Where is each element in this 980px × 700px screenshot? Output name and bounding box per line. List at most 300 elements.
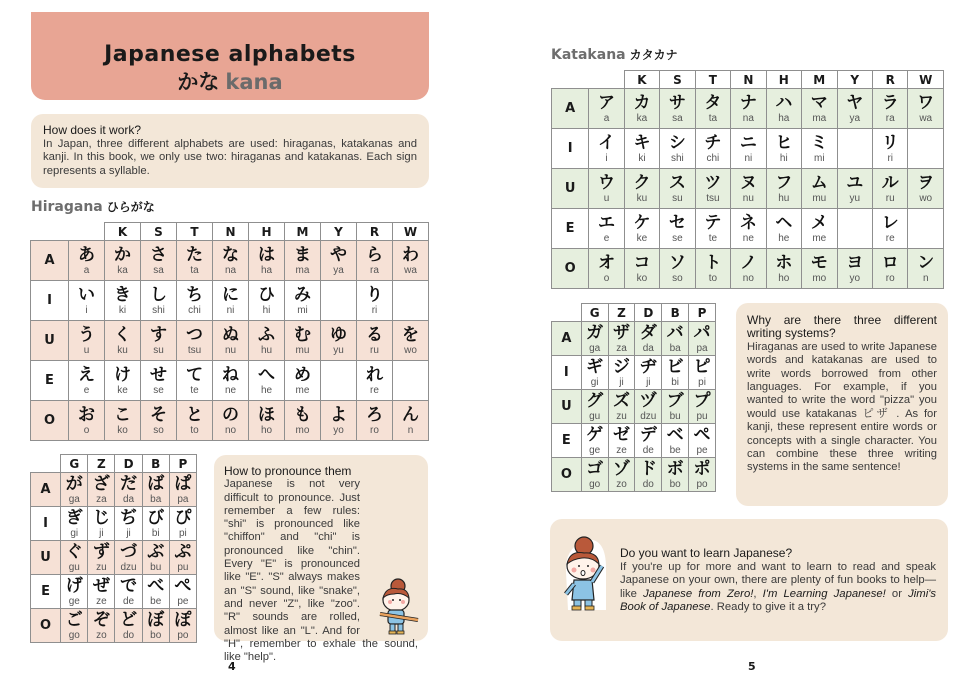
column-header: W: [908, 71, 944, 89]
kana-cell: [872, 249, 907, 289]
column-header: D: [635, 304, 662, 322]
table-row: [31, 575, 197, 609]
kana-glyph: た: [186, 245, 203, 265]
romaji-label: shi: [152, 305, 165, 316]
kana-glyph: ド: [639, 459, 657, 479]
kana-cell: [689, 424, 716, 458]
romaji-label: mi: [814, 153, 825, 164]
column-header: G: [581, 304, 608, 322]
column-header: M: [285, 223, 321, 241]
table-row: [552, 249, 944, 289]
romaji-label: me: [295, 385, 310, 396]
kana-glyph: ヲ: [917, 173, 935, 193]
kana-cell: [169, 609, 196, 643]
kana-cell: [608, 322, 635, 356]
row-header-vowel: U: [31, 541, 61, 575]
kana-cell: [766, 129, 801, 169]
romaji-label: hi: [779, 153, 788, 164]
kana-glyph: ポ: [693, 459, 711, 479]
romaji-label: do: [123, 630, 135, 641]
kana-glyph: カ: [633, 93, 651, 113]
romaji-label: be: [669, 445, 681, 456]
kana-glyph: ベ: [666, 425, 684, 445]
kana-glyph: み: [294, 285, 311, 305]
kana-cell: [731, 209, 766, 249]
kana-cell: [169, 507, 196, 541]
kana-glyph: ぽ: [174, 610, 192, 630]
romaji-label: su: [672, 193, 683, 204]
romaji-label: ka: [117, 265, 128, 276]
romaji-label: n: [922, 273, 929, 284]
row-header-vowel: E: [31, 575, 61, 609]
kana-glyph: べ: [147, 576, 165, 596]
kana-cell: [802, 89, 837, 129]
kana-glyph: ソ: [668, 253, 686, 273]
kana-glyph: ヌ: [739, 173, 757, 193]
romaji-label: za: [96, 494, 107, 505]
romaji-label: ki: [638, 153, 646, 164]
table-row: [31, 401, 429, 441]
kana-cell: [115, 473, 142, 507]
kana-glyph: に: [222, 285, 239, 305]
romaji-label: hi: [262, 305, 271, 316]
row-header-vowel: E: [552, 209, 589, 249]
kana-cell: [105, 401, 141, 441]
romaji-label: ji: [126, 528, 131, 539]
kana-glyph: よ: [330, 405, 347, 425]
page-number-left: 4: [228, 660, 236, 673]
column-header-row: [31, 455, 197, 473]
kana-glyph: ト: [704, 253, 722, 273]
kana-glyph: ロ: [881, 253, 899, 273]
kana-glyph: と: [186, 405, 203, 425]
romaji-label: ne: [224, 385, 237, 396]
kana-glyph: へ: [258, 365, 275, 385]
kana-glyph: ぶ: [147, 542, 165, 562]
kana-cell: [624, 129, 659, 169]
kana-glyph: い: [78, 285, 95, 305]
kana-glyph: も: [294, 405, 311, 425]
kana-glyph: び: [147, 508, 165, 528]
kana-glyph: は: [258, 245, 275, 265]
romaji-label: o: [603, 273, 610, 284]
kana-glyph: め: [294, 365, 311, 385]
romaji-label: wo: [919, 193, 933, 204]
kana-glyph: ゼ: [612, 425, 630, 445]
table-row: [552, 322, 716, 356]
kana-glyph: ア: [597, 93, 615, 113]
kana-glyph: え: [78, 365, 95, 385]
kana-glyph: ダ: [639, 323, 657, 343]
book-title-1: Japanese from Zero!: [643, 587, 754, 600]
kana-cell: [357, 401, 393, 441]
row-header-vowel: O: [31, 401, 69, 441]
kana-cell: [357, 321, 393, 361]
column-header: G: [61, 455, 88, 473]
kana-cell: [393, 241, 429, 281]
table-row: [31, 473, 197, 507]
why-three-body: Hiraganas are used to write Japanese words and katakanas are used to write words borrowed from other languages. For example, if you wanted to write the word "pizza" you would use katakanas ピザ . As for kanji, these represent entire words or concepts with a single character. You can combine these three writing systems in the same sentence!: [747, 340, 937, 474]
kana-cell: [608, 458, 635, 492]
kana-glyph: ヒ: [775, 133, 793, 153]
kana-cell: [69, 401, 105, 441]
romaji-label: ta: [190, 265, 199, 276]
romaji-label: e: [603, 233, 610, 244]
romaji-label: zu: [96, 562, 107, 573]
column-header: D: [115, 455, 142, 473]
romaji-label: i: [605, 153, 608, 164]
romaji-label: i: [85, 305, 88, 316]
romaji-label: yo: [333, 425, 344, 436]
why-three-box: [736, 303, 948, 506]
kana-cell: [285, 401, 321, 441]
kana-cell: [88, 575, 115, 609]
kana-cell: [802, 209, 837, 249]
romaji-label: na: [224, 265, 237, 276]
kana-glyph: ン: [917, 253, 935, 273]
katakana-table: [551, 70, 944, 289]
kana-glyph: ず: [92, 542, 110, 562]
column-header: Y: [321, 223, 357, 241]
girl-waving-illustration: [562, 532, 610, 614]
kana-cell: [908, 209, 944, 249]
kana-glyph: お: [78, 405, 95, 425]
romaji-label: gi: [590, 377, 599, 388]
romaji-label: ge: [68, 596, 80, 607]
romaji-label: yu: [333, 345, 344, 356]
kana-glyph: ギ: [586, 357, 604, 377]
row-header-vowel: A: [31, 473, 61, 507]
kana-glyph: ぴ: [174, 508, 192, 528]
hiragana-table: [30, 222, 429, 441]
kana-glyph: エ: [597, 213, 615, 233]
table-row: [552, 129, 944, 169]
kana-cell: [69, 241, 105, 281]
kana-glyph: ジ: [612, 357, 630, 377]
romaji-label: ji: [646, 377, 651, 388]
romaji-label: wo: [404, 345, 417, 356]
romaji-label: mo: [812, 273, 827, 284]
column-header: P: [689, 304, 716, 322]
romaji-label: mi: [297, 305, 308, 316]
column-header: S: [141, 223, 177, 241]
kana-glyph: ぼ: [147, 610, 165, 630]
intro-heading: How does it work?: [43, 123, 142, 137]
romaji-label: ki: [118, 305, 127, 316]
kana-glyph: ザ: [612, 323, 630, 343]
kana-cell: [142, 575, 169, 609]
romaji-label: o: [83, 425, 90, 436]
romaji-label: do: [642, 479, 654, 490]
corner-blank: [589, 71, 624, 89]
romaji-label: pa: [696, 343, 708, 354]
table-row: [552, 356, 716, 390]
subtitle-latin: kana: [225, 70, 283, 94]
kana-glyph: て: [186, 365, 203, 385]
pronounce-heading: How to pronounce them: [224, 464, 352, 478]
kana-cell: [213, 401, 249, 441]
kana-cell: [393, 321, 429, 361]
romaji-label: mo: [295, 425, 310, 436]
kana-cell: [635, 458, 662, 492]
romaji-label: ke: [636, 233, 648, 244]
kana-glyph: ぞ: [92, 610, 110, 630]
table-row: [552, 424, 716, 458]
row-header-vowel: A: [31, 241, 69, 281]
romaji-label: to: [708, 273, 718, 284]
kana-glyph: ミ: [810, 133, 828, 153]
kana-glyph: し: [150, 285, 167, 305]
kana-cell: [285, 281, 321, 321]
kana-glyph: テ: [704, 213, 722, 233]
romaji-label: yo: [849, 273, 861, 284]
pronounce-text: Japanese is not very difficult to pronounce. Just remember a few rules: "shi" is pronounced like "chiffon" and "chi" is pronounced like "chin". Every "E" is pronounced like "E". "S" always makes an "S" sound, like "snake", and never "Z", like "zoo". "R" sounds are rolled, almost like an "L". And for "H", remember to exhale the sound, like "help".: [224, 478, 418, 664]
romaji-label: zo: [616, 479, 627, 490]
kana-glyph: ほ: [258, 405, 275, 425]
romaji-label: mu: [295, 345, 310, 356]
column-header-row: [552, 304, 716, 322]
kana-cell: [105, 241, 141, 281]
kana-glyph: デ: [639, 425, 657, 445]
romaji-label: ke: [117, 385, 128, 396]
romaji-label: zo: [96, 630, 107, 641]
page-subtitle: [31, 66, 429, 96]
kana-cell: [393, 401, 429, 441]
romaji-label: se: [153, 385, 164, 396]
kana-glyph: ナ: [739, 93, 757, 113]
kana-cell: [581, 390, 608, 424]
row-header-vowel: E: [552, 424, 582, 458]
separator: ,: [753, 587, 763, 600]
row-header-vowel: E: [31, 361, 69, 401]
romaji-label: pe: [177, 596, 189, 607]
column-header: S: [660, 71, 695, 89]
kana-cell: [321, 361, 357, 401]
kana-cell: [141, 401, 177, 441]
kana-glyph: ぜ: [92, 576, 110, 596]
romaji-label: ya: [849, 113, 861, 124]
romaji-label: e: [83, 385, 90, 396]
kana-cell: [624, 89, 659, 129]
kana-cell: [608, 390, 635, 424]
katakana-voiced-table: [551, 303, 716, 492]
kana-glyph: サ: [668, 93, 686, 113]
kana-cell: [141, 241, 177, 281]
romaji-label: ku: [117, 345, 128, 356]
romaji-label: po: [177, 630, 189, 641]
romaji-label: te: [190, 385, 199, 396]
romaji-label: bi: [151, 528, 160, 539]
kana-glyph: ぬ: [222, 325, 239, 345]
kana-glyph: か: [114, 245, 131, 265]
kana-cell: [177, 241, 213, 281]
romaji-label: bo: [669, 479, 681, 490]
romaji-label: nu: [224, 345, 237, 356]
corner-blank: [552, 71, 589, 89]
romaji-label: ni: [226, 305, 235, 316]
kana-glyph: す: [150, 325, 167, 345]
kana-cell: [802, 249, 837, 289]
kana-cell: [115, 609, 142, 643]
kana-glyph: ノ: [739, 253, 757, 273]
kana-cell: [589, 209, 624, 249]
kana-glyph: ん: [402, 405, 419, 425]
kana-cell: [141, 321, 177, 361]
kana-glyph: ユ: [846, 173, 864, 193]
kana-cell: [695, 249, 730, 289]
kana-cell: [731, 89, 766, 129]
romaji-label: gu: [68, 562, 80, 573]
row-header-vowel: A: [552, 322, 582, 356]
kana-cell: [908, 89, 944, 129]
kana-cell: [115, 575, 142, 609]
kana-cell: [635, 390, 662, 424]
romaji-label: shi: [671, 153, 684, 164]
romaji-label: ra: [370, 265, 379, 276]
pronounce-body: [224, 478, 418, 664]
romaji-label: ro: [370, 425, 379, 436]
kana-cell: [837, 169, 872, 209]
kana-cell: [689, 390, 716, 424]
romaji-label: na: [742, 113, 754, 124]
kana-cell: [249, 281, 285, 321]
page-right: [490, 0, 980, 700]
romaji-label: ka: [636, 113, 648, 124]
romaji-label: re: [370, 385, 379, 396]
romaji-label: ji: [619, 377, 624, 388]
kana-glyph: れ: [366, 365, 383, 385]
kana-cell: [872, 169, 907, 209]
kana-glyph: ツ: [704, 173, 722, 193]
kana-cell: [115, 541, 142, 575]
kana-cell: [589, 89, 624, 129]
romaji-label: ri: [371, 305, 378, 316]
kana-cell: [908, 129, 944, 169]
kana-cell: [249, 361, 285, 401]
kana-glyph: ホ: [775, 253, 793, 273]
row-header-vowel: I: [31, 507, 61, 541]
kana-glyph: で: [120, 576, 138, 596]
kana-glyph: レ: [881, 213, 899, 233]
intro-box: [31, 114, 429, 188]
kana-cell: [169, 575, 196, 609]
column-header: H: [249, 223, 285, 241]
column-header: Y: [837, 71, 872, 89]
kana-glyph: ペ: [693, 425, 711, 445]
kana-glyph: オ: [597, 253, 615, 273]
kana-glyph: ま: [294, 245, 311, 265]
kana-cell: [177, 281, 213, 321]
romaji-label: ri: [887, 153, 893, 164]
kana-cell: [624, 169, 659, 209]
kana-cell: [695, 169, 730, 209]
romaji-label: ko: [636, 273, 648, 284]
kana-glyph: ニ: [739, 133, 757, 153]
table-row: [31, 541, 197, 575]
row-header-vowel: A: [552, 89, 589, 129]
kana-glyph: ち: [186, 285, 203, 305]
romaji-label: bo: [150, 630, 162, 641]
kana-glyph: の: [222, 405, 239, 425]
kana-glyph: ゾ: [612, 459, 630, 479]
romaji-label: hu: [260, 345, 273, 356]
corner-blank: [552, 304, 582, 322]
kana-glyph: ね: [222, 365, 239, 385]
kana-cell: [88, 541, 115, 575]
kana-glyph: わ: [402, 245, 419, 265]
kana-cell: [837, 249, 872, 289]
kana-glyph: ろ: [366, 405, 383, 425]
kana-cell: [142, 609, 169, 643]
romaji-label: wa: [404, 265, 417, 276]
kana-cell: [689, 356, 716, 390]
hiragana-title-jp: ひらがな: [106, 200, 155, 214]
kana-glyph: せ: [150, 365, 167, 385]
romaji-label: he: [778, 233, 790, 244]
kana-glyph: メ: [810, 213, 828, 233]
column-header: B: [662, 304, 689, 322]
kana-cell: [105, 361, 141, 401]
kana-glyph: ぢ: [120, 508, 138, 528]
kana-cell: [249, 321, 285, 361]
romaji-label: sa: [153, 265, 164, 276]
kana-cell: [88, 473, 115, 507]
romaji-label: po: [696, 479, 708, 490]
kana-glyph: モ: [810, 253, 828, 273]
kana-glyph: ど: [120, 610, 138, 630]
kana-glyph: な: [222, 245, 239, 265]
romaji-label: ra: [885, 113, 895, 124]
kana-glyph: ヤ: [846, 93, 864, 113]
romaji-label: ni: [744, 153, 753, 164]
table-row: [31, 241, 429, 281]
column-header-row: [31, 223, 429, 241]
romaji-label: chi: [188, 305, 201, 316]
romaji-label: ji: [99, 528, 104, 539]
kana-glyph: ラ: [881, 93, 899, 113]
romaji-label: ha: [778, 113, 790, 124]
kana-glyph: イ: [597, 133, 615, 153]
romaji-label: no: [224, 425, 237, 436]
kana-cell: [581, 424, 608, 458]
column-header: N: [731, 71, 766, 89]
kana-glyph: き: [114, 285, 131, 305]
romaji-label: ba: [669, 343, 681, 354]
kana-glyph: ヘ: [775, 213, 793, 233]
kana-cell: [662, 390, 689, 424]
row-header-vowel: I: [552, 129, 589, 169]
romaji-label: zu: [616, 411, 627, 422]
kana-cell: [766, 89, 801, 129]
kana-cell: [635, 424, 662, 458]
romaji-label: ze: [96, 596, 107, 607]
kana-cell: [321, 401, 357, 441]
romaji-label: ho: [778, 273, 790, 284]
romaji-label: a: [83, 265, 90, 276]
kana-cell: [213, 241, 249, 281]
katakana-title-latin: Katakana: [551, 47, 626, 63]
kana-cell: [872, 209, 907, 249]
kana-cell: [660, 129, 695, 169]
kana-cell: [177, 321, 213, 361]
romaji-label: pi: [179, 528, 187, 539]
romaji-label: de: [123, 596, 135, 607]
kana-glyph: バ: [666, 323, 684, 343]
kana-cell: [393, 361, 429, 401]
kana-glyph: ぺ: [174, 576, 192, 596]
kana-glyph: ズ: [612, 391, 630, 411]
row-header-vowel: U: [552, 390, 582, 424]
